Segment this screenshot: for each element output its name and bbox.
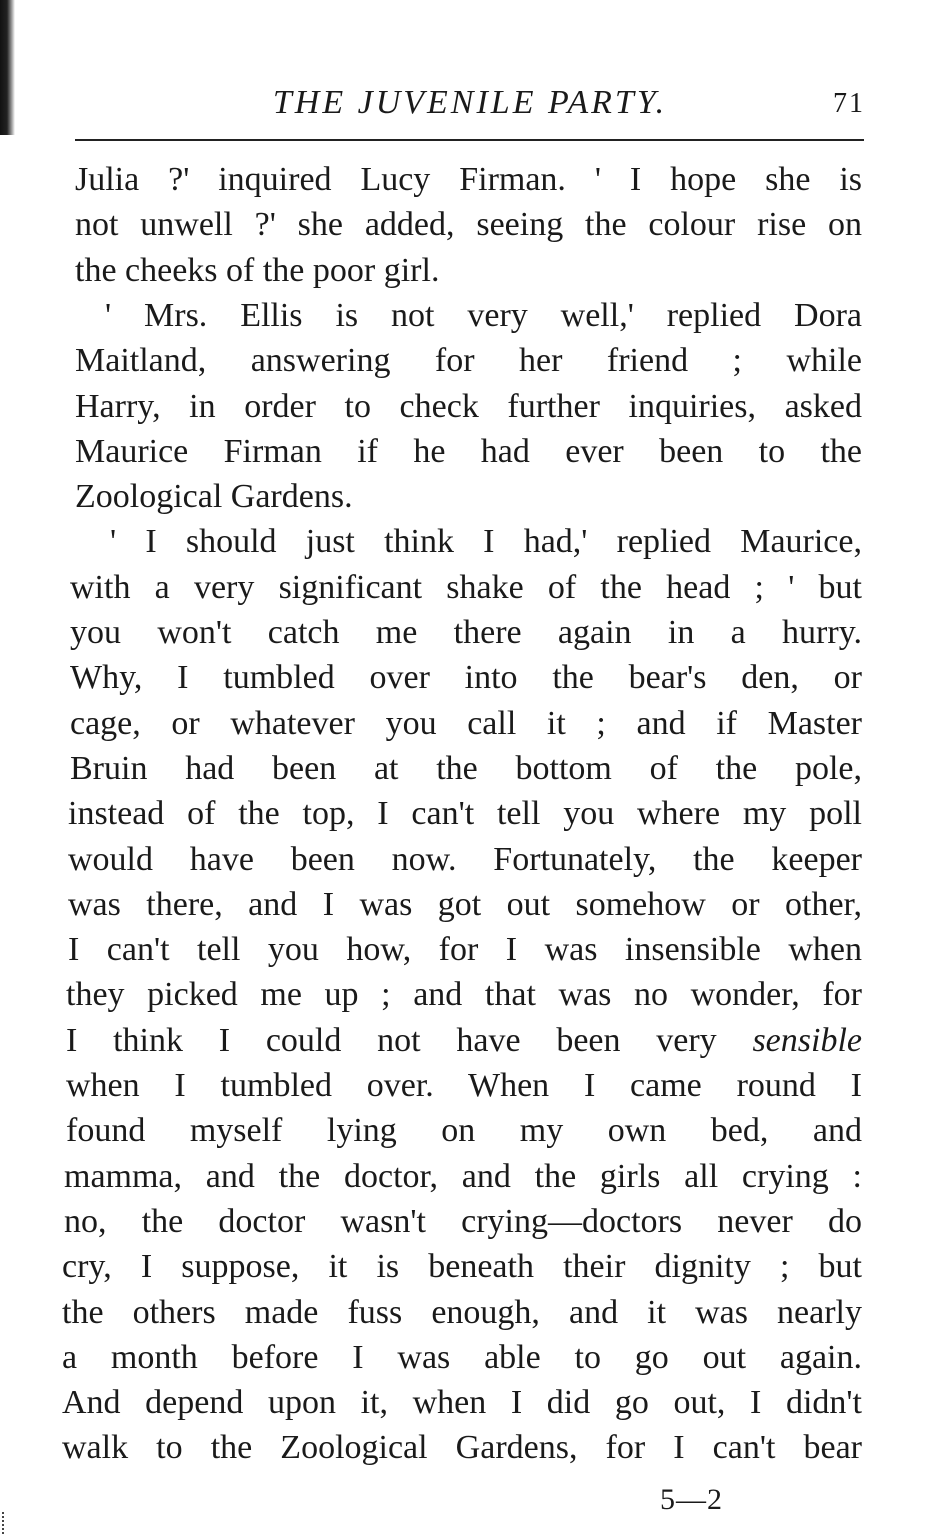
header-rule: [75, 139, 864, 141]
text-line: instead of the top, I can't tell you where my poll: [68, 795, 862, 833]
text-line: Zoological Gardens.: [75, 478, 353, 516]
signature-mark: 5—2: [660, 1483, 723, 1516]
text-line: ' Mrs. Ellis is not very well,' replied Dora: [105, 296, 862, 334]
text-line: you won't catch me there again in a hurry.: [70, 614, 862, 651]
text-line: they picked me up ; and that was no wonder, for: [66, 976, 862, 1014]
page-edge-mark: [0, 0, 16, 135]
margin-dots: [2, 1512, 8, 1534]
text-line: And depend upon it, when I did go out, I didn't: [62, 1384, 862, 1422]
text-line: Maurice Firman if he had ever been to the: [75, 432, 862, 470]
text-line: Maitland, answering for her friend ; while: [75, 342, 862, 380]
text-line: cage, or whatever you call it ; and if Master: [70, 704, 862, 742]
text-line: Julia ?' inquired Lucy Firman. ' I hope she is: [75, 161, 862, 198]
text-line: not unwell ?' she added, seeing the colour rise on: [75, 206, 862, 244]
text-line: cry, I suppose, it is beneath their dignity ; but: [62, 1248, 862, 1286]
text-line: Harry, in order to check further inquiries, asked: [75, 387, 862, 425]
text-line: was there, and I was got out somehow or other,: [68, 885, 862, 923]
text-line: I can't tell you how, for I was insensible when: [68, 931, 862, 969]
text-run: I think I could not have been very: [66, 1021, 753, 1059]
text-line: Bruin had been at the bottom of the pole,: [70, 749, 862, 787]
text-line: when I tumbled over. When I came round I: [66, 1067, 862, 1104]
text-line: the others made fuss enough, and it was nearly: [62, 1293, 862, 1331]
text-line: a month before I was able to go out again.: [62, 1338, 862, 1376]
text-line: would have been now. Fortunately, the keeper: [68, 840, 862, 878]
text-line: Why, I tumbled over into the bear's den, or: [70, 659, 862, 697]
text-line: ' I should just think I had,' replied Maurice,: [110, 523, 862, 561]
italic-word: sensible: [752, 1021, 862, 1059]
text-line: no, the doctor wasn't crying—doctors never do: [64, 1202, 862, 1240]
text-line: mamma, and the doctor, and the girls all crying :: [64, 1157, 862, 1195]
text-line: found myself lying on my own bed, and: [66, 1112, 862, 1150]
page-number: 71: [833, 88, 865, 119]
running-head-title: THE JUVENILE PARTY.: [272, 84, 668, 121]
text-line: the cheeks of the poor girl.: [75, 251, 440, 289]
text-line: walk to the Zoological Gardens, for I can't bear: [62, 1429, 862, 1467]
text-line: [66, 1018, 862, 1063]
running-head: [70, 84, 865, 124]
text-line: with a very significant shake of the head ; ' but: [70, 568, 862, 606]
